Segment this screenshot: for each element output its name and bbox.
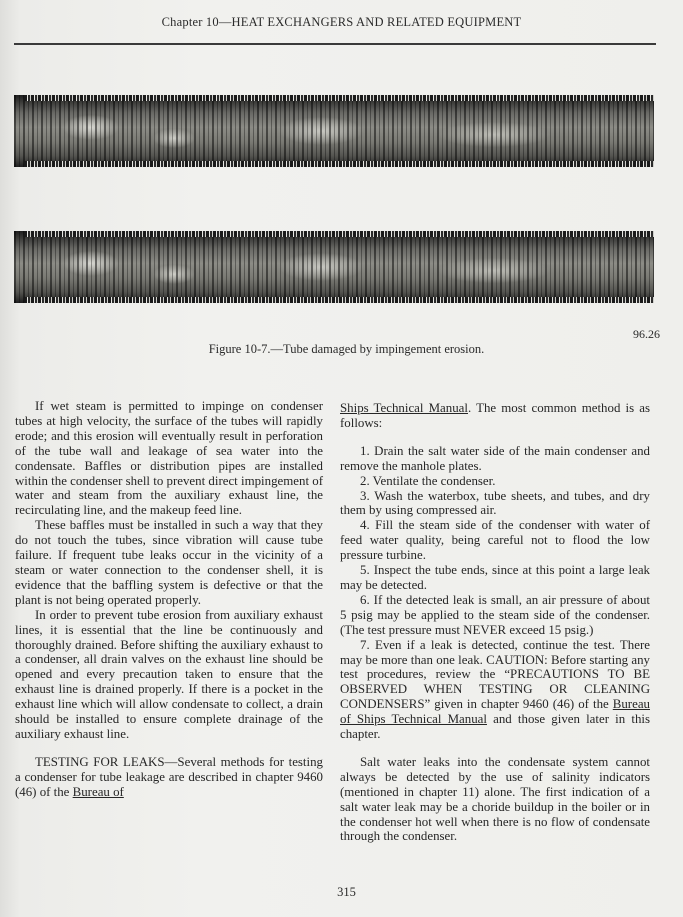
page-number: 315 [337,885,356,899]
paragraph: These baffles must be installed in such a way that they do not touch the tubes, since vibration will cause tube failure. If frequent tube leaks occur in the vicinity of a steam or water connection to the condenser shell, it is evidence that the baffling system is defective or that the plant is not being operated properly. [15,518,323,607]
procedure-step: 6. If the detected leak is small, an air pressure of about 5 psig may be applied to the steam side of the condenser. (The test pressure must NEVER exceed 15 psig.) [340,592,650,637]
figure-caption: Figure 10-7.—Tube damaged by impingement erosion. [208,342,485,356]
paragraph-text: . The most common method is as follows: [340,401,650,430]
procedure-step-7 [340,638,650,742]
left-column [15,399,323,800]
procedure-step: 3. Wash the waterbox, tube sheets, and tubes, and dry them by using compressed air. [340,488,650,518]
tube-photo-bottom [14,231,654,303]
paragraph: If wet steam is permitted to impinge on condenser tubes at high velocity, the surface of the tubes will rapidly erode; and this erosion will eventually result in perforation of the tube wall and leakage of sea water into the condensate. Baffles or distribution pipes are installed within the condenser shell to prevent direct impingement of water and steam from the auxiliary exhaust line, the recirculating line, and the makeup feed line. [15,399,323,518]
procedure-step: 2. Ventilate the condenser. [360,473,496,488]
paragraph: Salt water leaks into the condensate system cannot always be detected by the use of salinity indicators (mentioned in chapter 11) alone. The first indication of a salt water leak may be a choride buildup in the boiler or in the condenser hot well when there is no flow of condensate through the condenser. [340,754,650,844]
paragraph-continued [340,401,650,431]
right-column [340,401,650,844]
tube-photo-top [14,95,654,167]
section-heading: TESTING FOR LEAKS [35,754,165,769]
paragraph-text: 7. Even if a leak is detected, continue the test. There may be more than one leak. CAUTION: Before starting any test procedures, review the “PRECAUTIONS TO BE OBSERVED WHEN TESTING OR CLEANING CONDENSERS” given in chapter 9460 (46) of the [340,637,650,712]
procedure-step: 4. Fill the steam side of the condenser with water of feed water quality, being careful not to flood the low pressure turbine. [340,518,650,563]
reference-title: Bureau of [72,784,124,799]
paragraph: In order to prevent tube erosion from auxiliary exhaust lines, it is essential that the line be continuously and thoroughly drained. Before shifting the auxiliary exhaust to a condenser, all drain valves on the exhaust line should be opened and every precaution taken to ensure that the exhaust line is drained properly. If there is a pocket in the exhaust line which will allow condensate to collect, a drain should be installed to ensure complete drainage of the auxiliary exhaust line. [15,607,323,741]
reference-title: Ships Technical Manual [340,401,468,415]
procedure-step: 1. Drain the salt water side of the main condenser and remove the manhole plates. [340,443,650,473]
reference-title: Bureau of Ships Technical Manual [340,697,650,727]
figure-tube-photos [14,85,654,317]
figure-number: 96.26 [633,327,660,341]
paragraph-testing-for-leaks [15,755,323,800]
paragraph-text: —Several methods for testing a condenser for tube leakage are described in chapter 9460 (46) of the [15,754,323,799]
procedure-step: 5. Inspect the tube ends, since at this point a large leak may be detected. [340,563,650,592]
paragraph-text: and those given later in this chapter. [340,712,650,742]
running-header: Chapter 10—HEAT EXCHANGERS AND RELATED EQUIPMENT [161,15,522,29]
header-rule [14,43,656,45]
